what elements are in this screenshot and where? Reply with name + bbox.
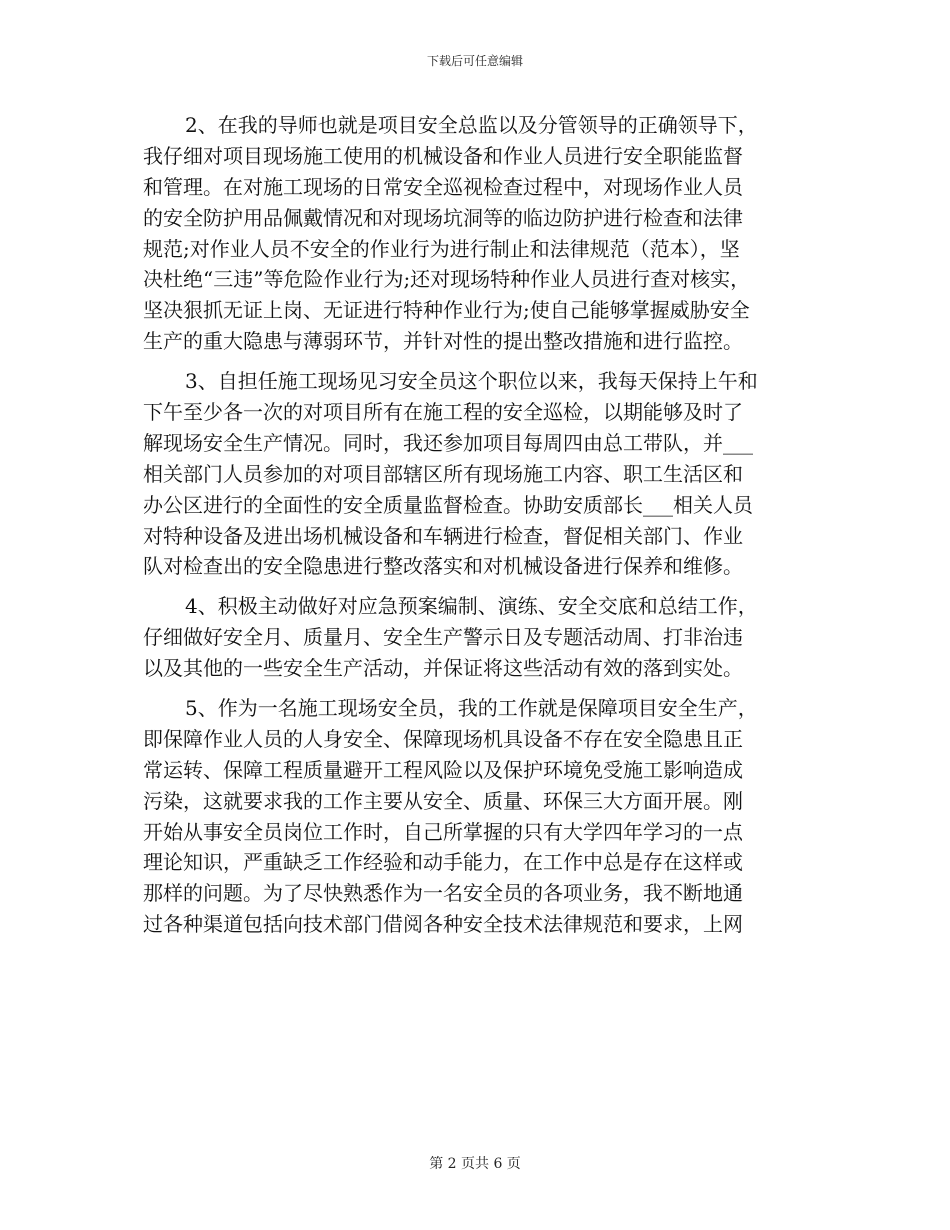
text-line: 3、自担任施工现场见习安全员这个职位以来，我每天保持上午和 xyxy=(185,369,758,394)
text-line: 规范;对作业人员不安全的作业行为进行制止和法律规范（范本），坚 xyxy=(143,236,740,261)
text-line: 理论知识，严重缺乏工作经验和动手能力，在工作中总是存在这样或 xyxy=(143,850,743,875)
paragraph-5 xyxy=(143,693,815,940)
text-line: 污染，这就要求我的工作主要从安全、质量、环保三大方面开展。刚 xyxy=(143,788,743,813)
text-line: 过各种渠道包括向技术部门借阅各种安全技术法律规范和要求，上网 xyxy=(143,912,743,937)
paragraph-2 xyxy=(143,110,815,357)
text-line: 坚决狠抓无证上岗、无证进行特种作业行为;使自己能够掌握威胁安全 xyxy=(143,298,750,323)
text-line: 办公区进行的全面性的安全质量监督检查。协助安质部长___相关人员 xyxy=(143,492,753,517)
text-line: 我仔细对项目现场施工使用的机械设备和作业人员进行安全职能监督 xyxy=(143,143,743,168)
text-line: 开始从事安全员岗位工作时，自己所掌握的只有大学四年学习的一点 xyxy=(143,819,743,844)
document-body xyxy=(143,110,815,940)
text-line: 下午至少各一次的对项目所有在施工程的安全巡检，以期能够及时了 xyxy=(143,400,743,425)
page-header: 下载后可任意编辑 xyxy=(426,54,523,68)
text-line: 的安全防护用品佩戴情况和对现场坑洞等的临边防护进行检查和法律 xyxy=(143,205,743,230)
paragraph-3 xyxy=(143,366,815,582)
text-line: 4、积极主动做好对应急预案编制、演练、安全交底和总结工作， xyxy=(185,594,758,619)
text-line: 那样的问题。为了尽快熟悉作为一名安全员的各项业务，我不断地通 xyxy=(143,881,743,906)
page-number-footer: 第 2 页共 6 页 xyxy=(429,1156,521,1172)
text-line: 和管理。在对施工现场的日常安全巡视检查过程中，对现场作业人员 xyxy=(143,174,743,199)
text-line: 仔细做好安全月、质量月、安全生产警示日及专题活动周、打非治违 xyxy=(143,625,743,650)
text-line: 以及其他的一些安全生产活动，并保证将这些活动有效的落到实处。 xyxy=(143,656,743,681)
text-line: 队对检查出的安全隐患进行整改落实和对机械设备进行保养和维修。 xyxy=(143,554,743,579)
text-line: 解现场安全生产情况。同时，我还参加项目每周四由总工带队，并___ xyxy=(143,430,753,455)
text-line: 2、在我的导师也就是项目安全总监以及分管领导的正确领导下， xyxy=(185,113,758,137)
text-line: 即保障作业人员的人身安全、保障现场机具设备不存在安全隐患且正 xyxy=(143,726,743,751)
text-line: 常运转、保障工程质量避开工程风险以及保护环境免受施工影响造成 xyxy=(143,757,743,782)
text-line: 对特种设备及进出场机械设备和车辆进行检查，督促相关部门、作业 xyxy=(143,523,743,548)
text-line: 相关部门人员参加的对项目部辖区所有现场施工内容、职工生活区和 xyxy=(143,461,743,486)
text-line: 5、作为一名施工现场安全员，我的工作就是保障项目安全生产， xyxy=(185,696,758,721)
text-line: 决杜绝“三违”等危险作业行为;还对现场特种作业人员进行查对核实， xyxy=(143,267,751,292)
text-line: 生产的重大隐患与薄弱环节，并针对性的提出整改措施和进行监控。 xyxy=(143,329,743,354)
paragraph-4 xyxy=(143,591,815,684)
